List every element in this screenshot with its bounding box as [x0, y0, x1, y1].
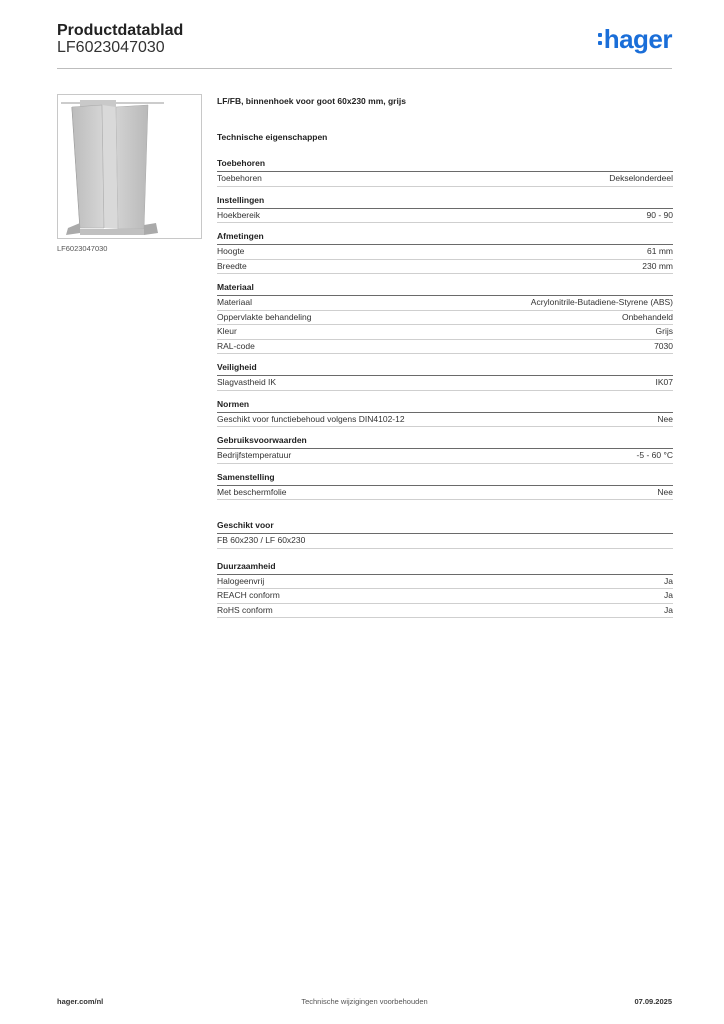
spec-value: Onbehandeld	[621, 311, 673, 322]
spec-value: Grijs	[655, 326, 673, 336]
spec-value: 230 mm	[642, 260, 673, 271]
spec-value: 7030	[654, 340, 673, 351]
logo-text: hager	[603, 24, 672, 54]
durability-section	[217, 561, 673, 619]
logo-dots-icon	[598, 33, 602, 45]
section-title: Samenstelling	[217, 472, 673, 486]
spec-label: Breedte	[217, 260, 247, 271]
suitable-label: FB 60x230 / LF 60x230	[217, 535, 306, 545]
suitable-item	[217, 534, 673, 549]
spec-row	[217, 245, 673, 260]
page-title: Productdatablad	[57, 22, 184, 39]
spec-row	[217, 589, 673, 604]
spec-value: 61 mm	[647, 246, 673, 256]
tech-properties-title: Technische eigenschappen	[217, 132, 328, 142]
section-title: Gebruiksvoorwaarden	[217, 435, 673, 449]
suitable-for-section	[217, 520, 673, 549]
spec-section-materiaal	[217, 282, 673, 354]
spec-label: Geschikt voor functiebehoud volgens DIN4102-12	[217, 413, 405, 424]
spec-content	[217, 96, 673, 626]
image-caption: LF6023047030	[57, 244, 108, 253]
spec-value: Nee	[657, 413, 673, 424]
spec-row	[217, 376, 673, 391]
spec-section-instellingen	[217, 195, 673, 224]
spec-value: -5 - 60 °C	[636, 450, 673, 460]
spec-value: Dekselonderdeel	[609, 173, 673, 183]
section-title: Toebehoren	[217, 158, 673, 172]
corner-piece-illustration	[58, 95, 201, 238]
spec-row	[217, 172, 673, 187]
footer-website-link[interactable]: hager.com/nl	[57, 997, 104, 1006]
spec-section-afmetingen	[217, 231, 673, 274]
spec-label: Bedrijfstemperatuur	[217, 450, 292, 460]
section-title: Duurzaamheid	[217, 561, 673, 575]
section-title: Geschikt voor	[217, 520, 673, 534]
spec-label: Kleur	[217, 326, 237, 336]
spec-row	[217, 325, 673, 340]
spec-row	[217, 296, 673, 311]
spec-label: Hoogte	[217, 246, 245, 256]
hager-logo	[598, 26, 672, 52]
spec-label: REACH conform	[217, 590, 280, 600]
spec-label: Halogeenvrij	[217, 575, 265, 586]
section-title: Instellingen	[217, 195, 673, 209]
spec-section-toebehoren	[217, 158, 673, 187]
spec-value: Ja	[664, 575, 673, 586]
header-divider	[57, 68, 672, 69]
spec-row	[217, 340, 673, 355]
spec-row	[217, 209, 673, 224]
section-title: Materiaal	[217, 282, 673, 296]
spec-value: Acrylonitrile-Butadiene-Styrene (ABS)	[530, 297, 673, 307]
spec-label: Hoekbereik	[217, 209, 260, 220]
spec-label: Oppervlakte behandeling	[217, 311, 312, 322]
spec-value: 90 - 90	[646, 209, 673, 220]
spec-value: IK07	[655, 377, 673, 387]
footer-disclaimer: Technische wijzigingen voorbehouden	[301, 997, 428, 1006]
spec-row	[217, 311, 673, 326]
spec-value: Ja	[664, 590, 673, 600]
section-title: Afmetingen	[217, 231, 673, 245]
spec-row	[217, 575, 673, 590]
spec-value: Ja	[664, 604, 673, 615]
spec-row	[217, 260, 673, 275]
spec-section-gebruiksvoorwaarden	[217, 435, 673, 464]
spec-label: Slagvastheid IK	[217, 377, 277, 387]
product-image	[57, 94, 202, 239]
spec-row	[217, 449, 673, 464]
spec-section-samenstelling	[217, 472, 673, 501]
product-code: LF6023047030	[57, 39, 165, 56]
spec-row	[217, 413, 673, 428]
spec-row	[217, 604, 673, 619]
section-title: Veiligheid	[217, 362, 673, 376]
spec-label: RoHS conform	[217, 604, 273, 615]
spec-value: Nee	[657, 486, 673, 497]
spec-row	[217, 486, 673, 501]
spec-label: Toebehoren	[217, 173, 262, 183]
section-title: Normen	[217, 399, 673, 413]
spec-label: RAL-code	[217, 340, 255, 351]
footer-date: 07.09.2025	[634, 997, 672, 1006]
spec-label: Met beschermfolie	[217, 486, 287, 497]
product-description: LF/FB, binnenhoek voor goot 60x230 mm, grijs	[217, 96, 406, 106]
spec-section-normen	[217, 399, 673, 428]
spec-label: Materiaal	[217, 297, 252, 307]
spec-section-veiligheid	[217, 362, 673, 391]
